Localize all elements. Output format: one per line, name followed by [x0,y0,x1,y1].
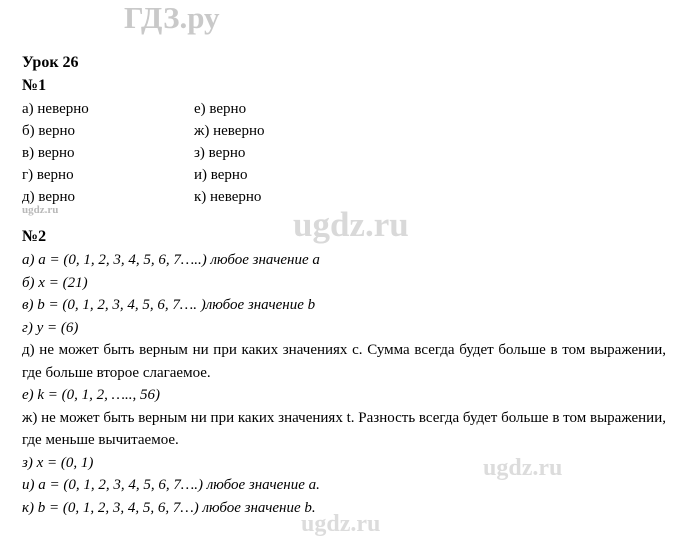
task-2-block [22,226,666,519]
task-1-answers-table [22,98,264,208]
task-2-line-i: и) a = (0, 1, 2, 3, 4, 5, 6, 7….) любое значение a. [22,477,320,493]
table-row [22,186,264,208]
task-2-line-e: е) k = (0, 1, 2, ….., 56) [22,387,161,403]
task-2-line-zh: ж) не может быть верным ни при каких значениях t. Разность всегда будет больше в том выражении, где меньше вычитаемое. [22,409,666,448]
task-2-number: №2 [22,228,47,245]
answer-cell-right: ж) неверно [194,123,265,139]
lesson-title: Урок 26 [22,54,79,71]
answer-cell-right: з) верно [194,145,246,161]
task-2-line-d: д) не может быть верным ни при каких значениях c. Сумма всегда будет больше в том выражении, где больше второе слагаемое. [22,342,666,381]
watermark-bottom: ugdz.ru [301,511,381,537]
answer-cell-left: б) верно [22,123,76,139]
table-row [22,98,264,120]
task-2-line-v: в) b = (0, 1, 2, 3, 4, 5, 6, 7…. )любое значение b [22,297,316,313]
task-1-number: №1 [22,77,47,94]
answer-cell-left: а) неверно [22,101,89,117]
answer-cell-right: и) верно [194,167,248,183]
table-row [22,164,264,186]
task-2-line-b: б) x = (21) [22,274,88,291]
answer-cell-right: к) неверно [194,189,262,205]
task-2-line-z: з) x = (0, 1) [22,454,94,471]
task-2-line-k: к) b = (0, 1, 2, 3, 4, 5, 6, 7…) любое значение b. [22,499,316,516]
answer-cell-right: е) верно [194,101,247,117]
answer-cell-left: г) верно [22,167,74,183]
watermark-small: ugdz.ru [22,204,59,216]
task-2-line-g: г) y = (6) [22,319,79,336]
table-row [22,120,264,142]
answer-cell-left: в) верно [22,145,75,161]
watermark-middle: ugdz.ru [293,205,409,244]
watermark-right: ugdz.ru [483,455,563,481]
watermark-top-logo: ГДЗ.ру [124,0,220,35]
document-content [22,52,662,208]
answer-cell-left: д) верно [22,189,76,205]
task-2-line-a: а) a = (0, 1, 2, 3, 4, 5, 6, 7…..) любое значение a [22,252,320,268]
table-row [22,142,264,164]
